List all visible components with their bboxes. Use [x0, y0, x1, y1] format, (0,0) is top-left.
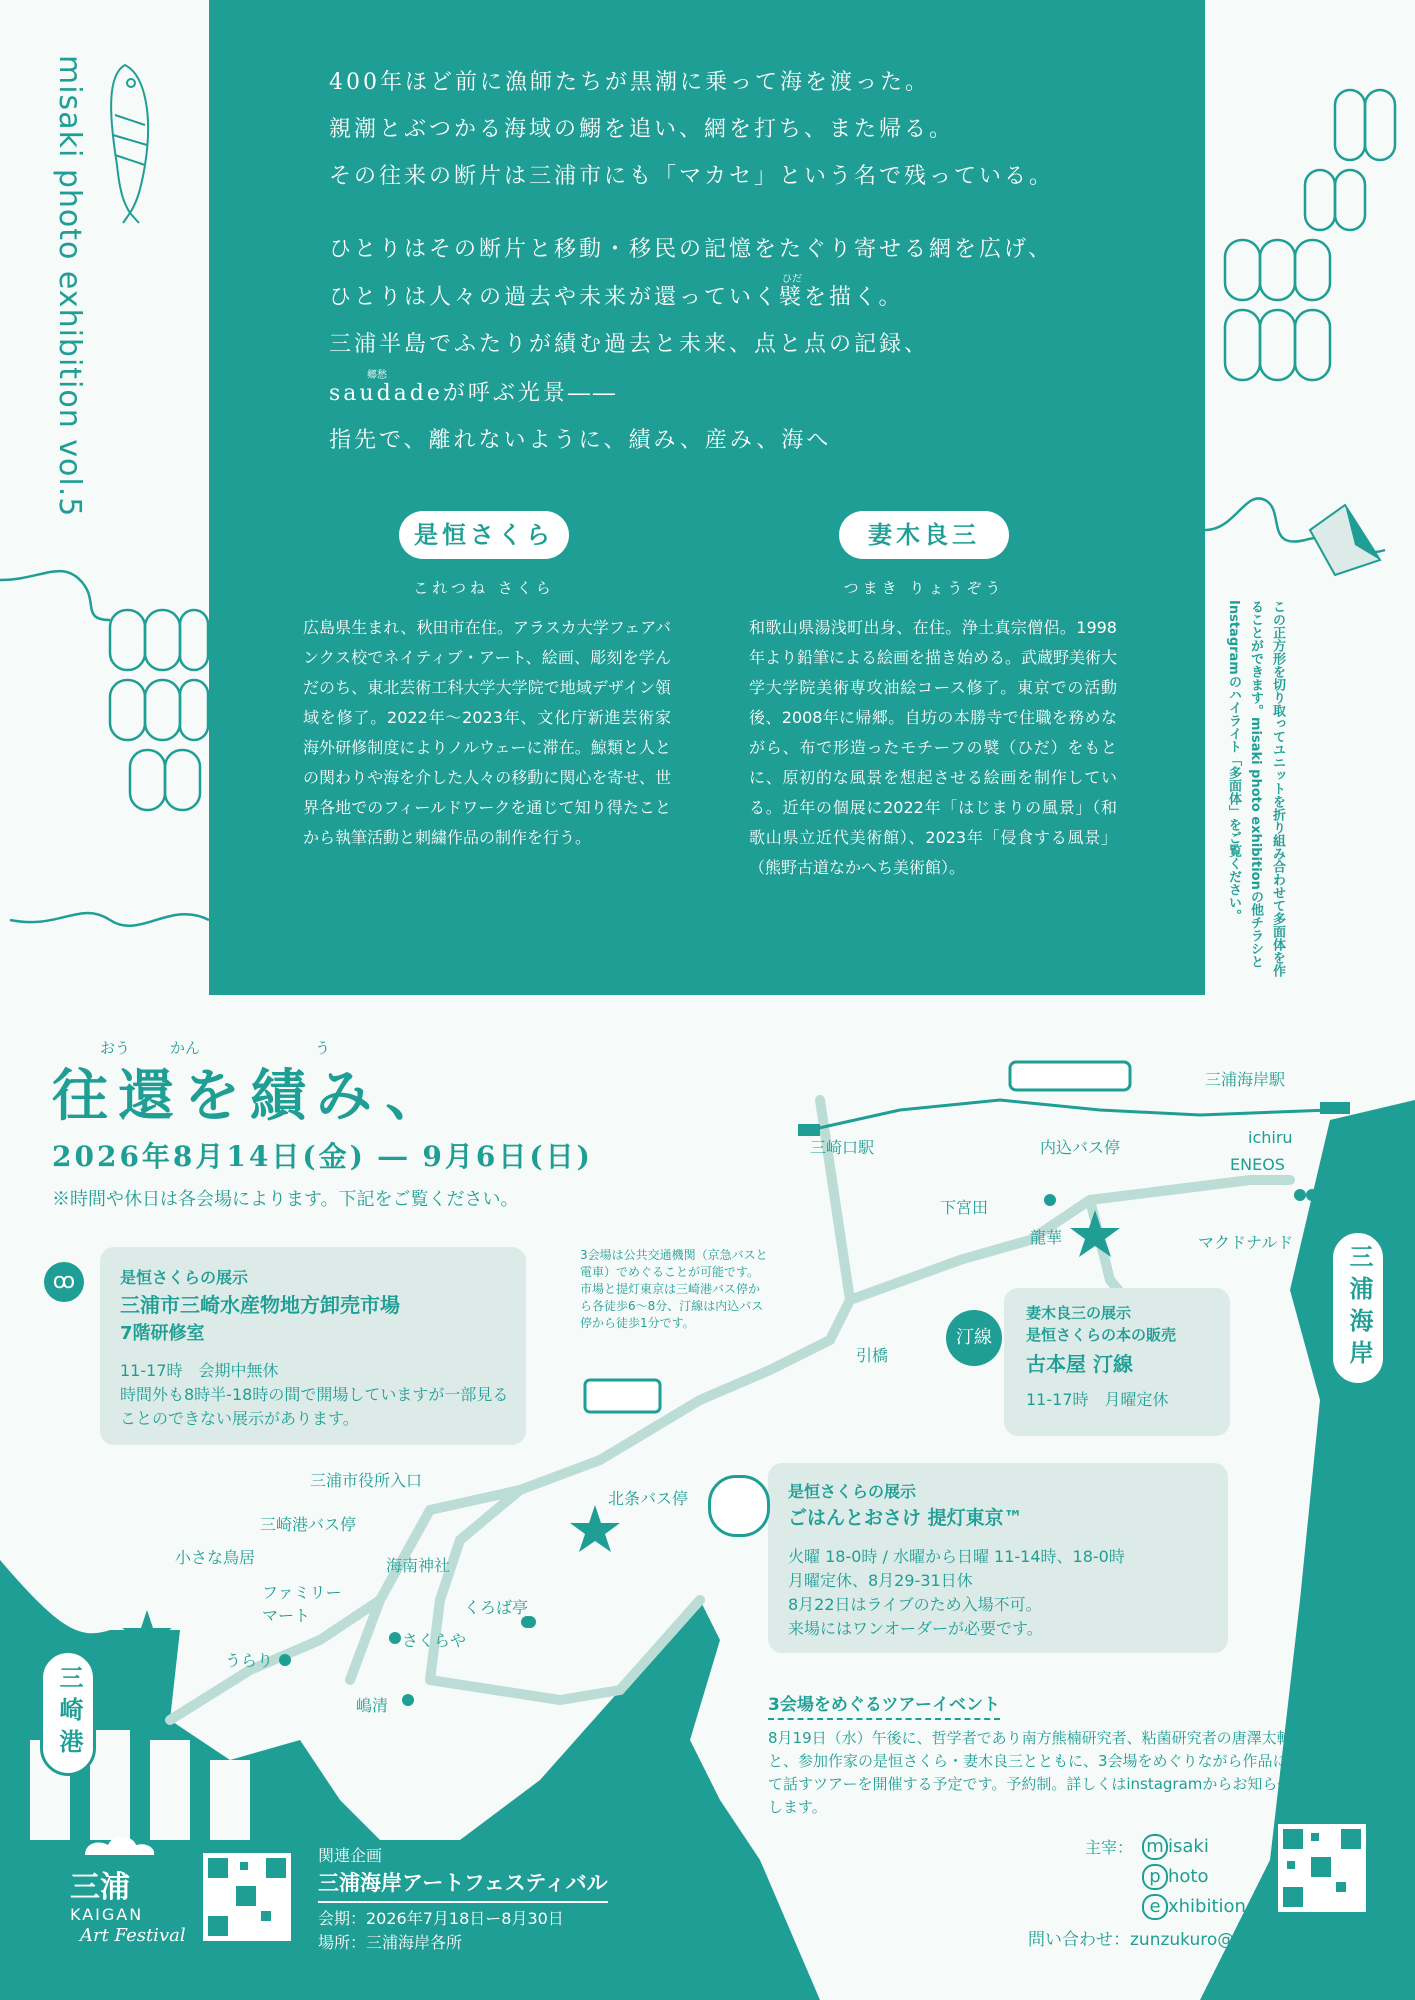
venue1-sub: 7階研修室 — [120, 1323, 205, 1344]
market-logo-icon: ꝏ — [44, 1262, 84, 1302]
venue-card-market — [100, 1247, 526, 1445]
main-title: 往還を績み、 — [52, 1063, 452, 1129]
intro-line-7: saudadeが呼ぶ光景―― — [329, 381, 618, 406]
venue-card-chochin — [768, 1463, 1228, 1653]
map-label-ryuka: 龍華 — [1030, 1228, 1063, 1247]
venue-card-teisen — [1004, 1288, 1230, 1436]
venue1-label: 是恒さくらの展示 — [120, 1268, 249, 1287]
map-label-familymart: ファミリーマート — [262, 1583, 342, 1625]
venue3-hours3: 8月22日はライブのため入場不可。 — [788, 1595, 1042, 1614]
map-label-misakiguchi-station: 三崎口駅 — [810, 1138, 875, 1157]
map-label-city-hall: 三浦市役所入口 — [310, 1471, 423, 1490]
venue3-hours2: 月曜定休、8月29-31日休 — [788, 1571, 973, 1590]
chochin-logo-icon — [708, 1475, 770, 1537]
map-label-kurobatei: くろば亭 — [464, 1598, 529, 1617]
artist-reading-1: これつね さくら — [413, 579, 555, 597]
organizer-label: 主宰： — [1085, 1838, 1134, 1857]
ruby-kyoshu: 郷愁 — [367, 370, 387, 381]
polyhedron-illustration — [1300, 500, 1390, 580]
map-label-hojo-bus: 北条バス停 — [608, 1489, 689, 1508]
sign-miura-kaigan: 三浦海岸 — [1330, 1230, 1386, 1386]
ruby-hida: ひだ — [782, 274, 802, 285]
artist-bio-2: 和歌山県湯浅町出身、在住。浄土真宗僧侶。1998年より鉛筆による絵画を描き始める。武蔵野美術大学大学院美術専攻油絵コース修了。東京での活動後、2008年に帰郷。自坊の本勝寺で住職を務めながら、布で形造ったモチーフの襞（ひだ）をもとに、原初的な風景を想起させる絵画を制作している。近年の個展に2022年「はじまりの風景」（和歌山県立近代美術館）、2023年「侵食する風景」（熊野古道なかへち美術館）。 — [749, 618, 1118, 877]
period-note: ※時間や休日は各会場によります。下記をご覧ください。 — [52, 1189, 519, 1210]
transit-note: 3会場は公共交通機関（京急バスと電車）でめぐることが可能です。市場と提灯東京は三崎港バス停から各徒歩6〜8分、汀線は内込バス停から徒歩1分です。 — [580, 1248, 768, 1330]
festival-logo-line2: KAIGAN — [70, 1905, 144, 1924]
exhibition-period: 2026年8月14日(金) ― 9月6日(日) — [52, 1140, 593, 1173]
teisen-badge: 汀線 — [946, 1310, 1002, 1366]
intro-line-3: その往来の断片は三浦市にも「マカセ」という名で残っている。 — [329, 164, 1055, 189]
map-label-hikihashi: 引橋 — [856, 1346, 889, 1365]
festival-place: 場所：三浦海岸各所 — [318, 1933, 463, 1952]
title-ruby-2: かん — [170, 1039, 201, 1057]
venue2-label2: 是恒さくらの本の販売 — [1026, 1326, 1177, 1344]
intro-line-8: 指先で、離れないように、績み、産み、海へ — [329, 428, 832, 453]
venue3-hours4: 来場にはワンオーダーが必要です。 — [788, 1619, 1043, 1638]
intro-line-1: 400年ほど前に漁師たちが黒潮に乗って海を渡った。 — [329, 70, 930, 95]
artist-name-1: 是恒さくら — [399, 511, 569, 559]
map-label-miura-kaigan-station: 三浦海岸駅 — [1205, 1070, 1286, 1089]
qr-code-organizer[interactable] — [1278, 1824, 1366, 1912]
festival-logo-line3: Art Festival — [80, 1925, 186, 1946]
venue3-name: ごはんとおさけ 提灯東京™ — [788, 1507, 1023, 1529]
rope-pattern-left — [0, 540, 210, 960]
intro-line-2: 親潮とぶつかる海域の鰯を追い、網を打ち、また帰る。 — [329, 117, 955, 142]
map-label-kainan-shrine: 海南神社 — [386, 1556, 451, 1575]
festival-related: 関連企画 — [318, 1846, 383, 1865]
venue1-note: 時間外も8時半-18時の間で開場していますが一部見ることのできない展示があります。 — [120, 1385, 509, 1428]
festival-period: 会期：2026年7月18日ー8月30日 — [318, 1909, 564, 1928]
tour-text: 8月19日（水）午後に、哲学者であり南方熊楠研究者、粘菌研究者の唐澤太輔さんと、参加作家の是恒さくら・妻木良三とともに、3会場をめぐりながら作品について話すツアーを開催する予定です。予約制。詳しくはinstagramからお知らせいたします。 — [768, 1729, 1322, 1816]
map-label-ichiru: ichiru — [1248, 1128, 1293, 1147]
organizer-name: m isaki p hoto e xhibition — [1142, 1832, 1246, 1922]
venue2-label1: 妻木良三の展示 — [1026, 1304, 1132, 1322]
tour-title: 3会場をめぐるツアーイベント — [768, 1690, 1000, 1720]
intro-panel — [209, 0, 1205, 995]
title-ruby-1: おう — [100, 1039, 131, 1057]
venue2-name: 古本屋 汀線 — [1026, 1352, 1133, 1376]
map-label-shimasei: 嶋清 — [356, 1696, 389, 1715]
festival-cloud-icon — [80, 1830, 160, 1860]
artist-name-2: 妻木良三 — [839, 511, 1009, 559]
venue2-hours: 11-17時 月曜定休 — [1026, 1390, 1169, 1409]
map-label-mcdonalds: マクドナルド — [1198, 1233, 1294, 1252]
artist-bio-1: 広島県生まれ、秋田市在住。アラスカ大学フェアバンクス校でネイティブ・アート、絵画、彫刻を学んだのち、東北芸術工科大学大学院で地域デザイン領域を修了。2022年～2023年、文化庁新進芸術家海外研修制度によりノルウェーに滞在。鯨類と人との関わりや海を介した人々の移動に関心を寄せ、世界各地でのフィールドワークを通じて知り得たことから執筆活動と刺繍作品の制作を行う。 — [303, 618, 671, 847]
festival-name: 三浦海岸アートフェスティバル — [318, 1867, 608, 1903]
map-label-misakiko-bus: 三崎港バス停 — [260, 1515, 357, 1534]
festival-logo-line1: 三浦 — [70, 1870, 130, 1905]
map-label-small-torii: 小さな鳥居 — [175, 1548, 256, 1567]
fish-illustration — [95, 55, 165, 225]
map-label-urari: うらり — [225, 1651, 274, 1670]
map-label-sakuraya: さくらや — [402, 1631, 467, 1650]
map-label-shimomiyata: 下宮田 — [940, 1198, 989, 1217]
intro-line-5: ひとりは人々の過去や未来が還っていく襞を描く。 — [329, 285, 904, 310]
qr-code-festival[interactable] — [203, 1853, 291, 1941]
venue1-hours: 11-17時 会期中無休 — [120, 1361, 279, 1380]
map-label-uchikomi-bus: 内込バス停 — [1040, 1138, 1121, 1157]
artist-reading-2: つまき りょうぞう — [843, 579, 1005, 597]
title-ruby-3: う — [315, 1039, 331, 1057]
sign-misaki-ko: 三崎港 — [40, 1650, 96, 1776]
venue1-name: 三浦市三崎水産物地方卸売市場 — [120, 1293, 400, 1317]
intro-line-4: ひとりはその断片と移動・移民の記憶をたぐり寄せる網を広げ、 — [329, 237, 1054, 262]
intro-line-6: 三浦半島でふたりが績む過去と未来、点と点の記録、 — [329, 332, 930, 357]
contact-email[interactable]: 問い合わせ：zunzukuro@gmail.com — [1028, 1930, 1324, 1950]
venue3-label: 是恒さくらの展示 — [788, 1482, 917, 1501]
side-title: misaki photo exhibition vol.5 — [52, 55, 87, 518]
venue3-hours1: 火曜 18-0時 / 水曜から日曜 11-14時、18-0時 — [788, 1547, 1125, 1566]
map-label-eneos: ENEOS — [1230, 1155, 1285, 1174]
origami-note: この正方形を切り取ってユニットを折り組み合わせて多面体を作ることができます。misaki photo exhibitionの他チラシとInstagramのハイライト「多面体」をご覧ください。 — [1226, 600, 1285, 977]
